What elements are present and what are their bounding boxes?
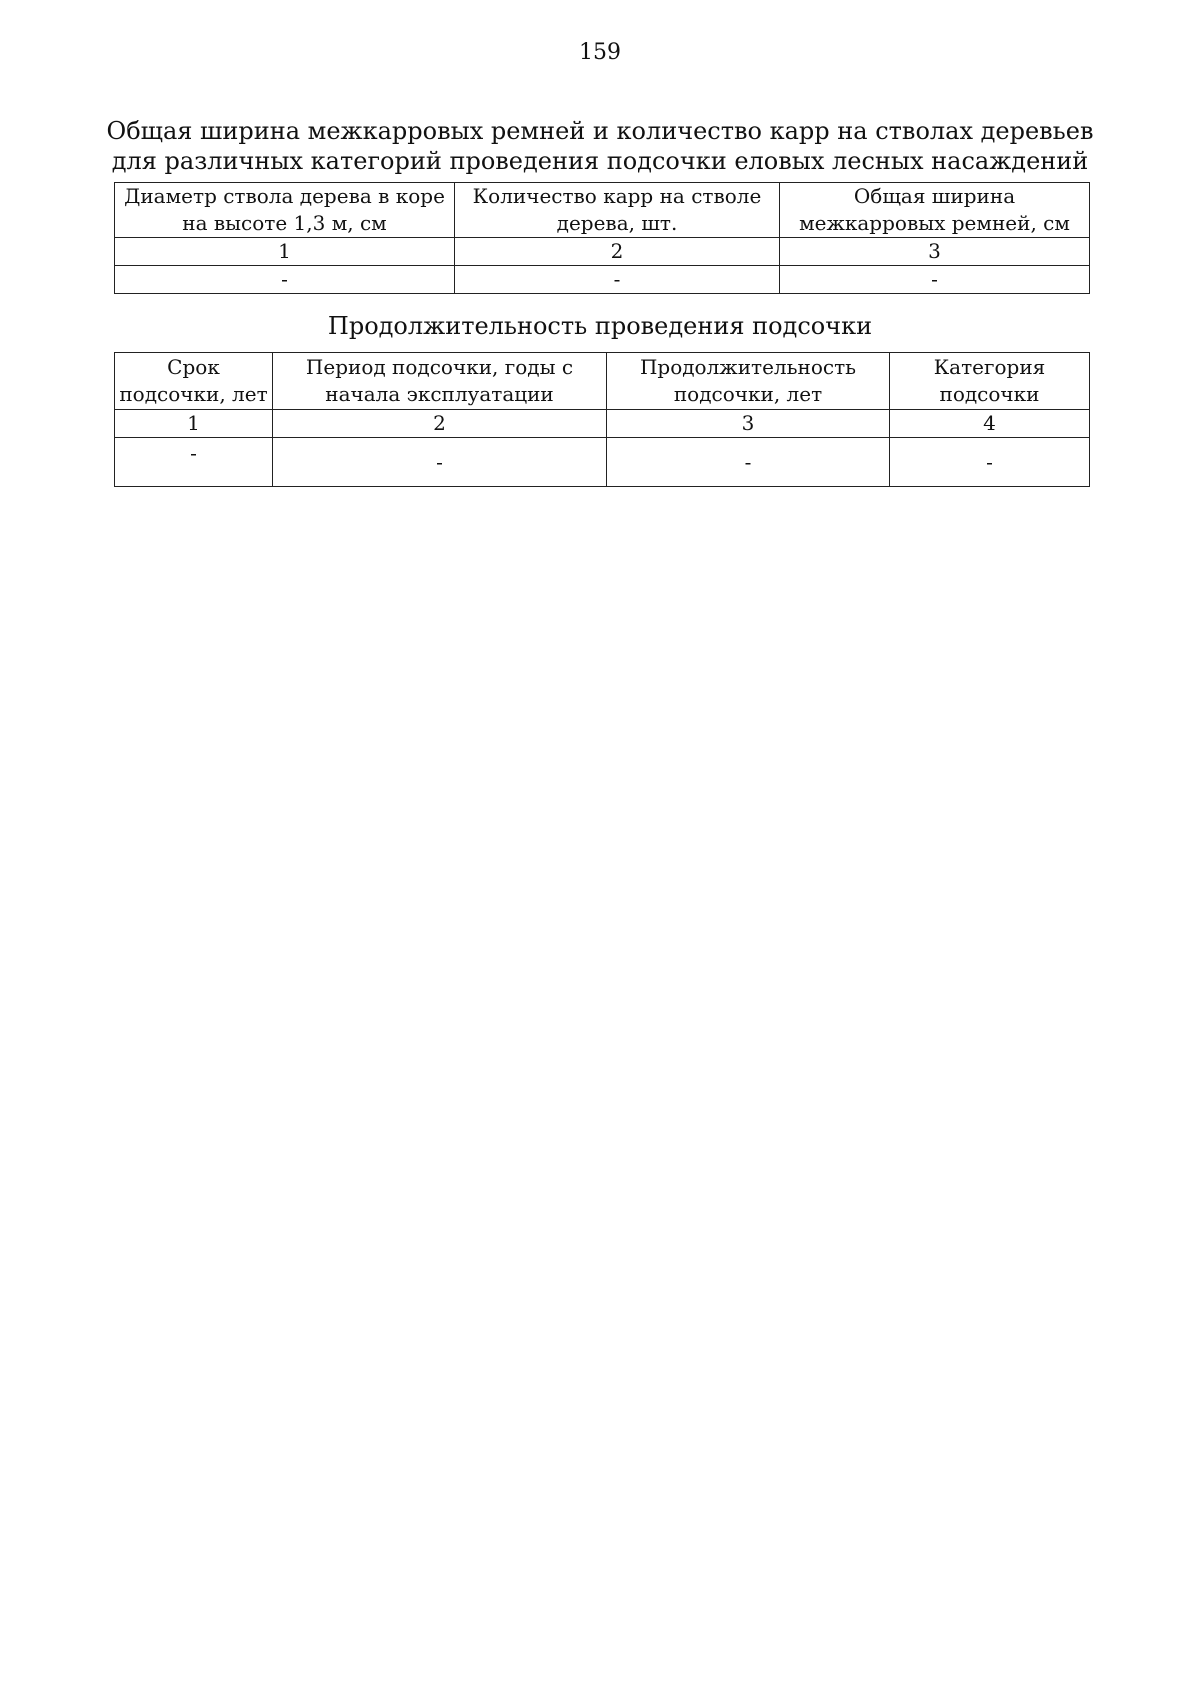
table-cell: - <box>607 438 890 487</box>
table-header-row <box>115 353 1090 410</box>
table-cell: - <box>780 266 1090 294</box>
table-header-row <box>115 183 1090 238</box>
table-cell: - <box>273 438 607 487</box>
table1-title-line2: для различных категорий проведения подсочки еловых лесных насаждений <box>111 147 1089 175</box>
column-number-cell: 3 <box>780 238 1090 266</box>
column-number-cell: 1 <box>115 410 273 438</box>
column-number-cell: 2 <box>455 238 780 266</box>
header-cell-term: Срок подсочки, лет <box>115 353 273 410</box>
column-number-cell: 3 <box>607 410 890 438</box>
table1-title <box>100 116 1100 176</box>
table2-title: Продолжительность проведения подсочки <box>327 312 873 340</box>
header-cell-category: Категория подсочки <box>890 353 1090 410</box>
column-number-cell: 1 <box>115 238 455 266</box>
table-cell: - <box>115 438 273 487</box>
table-cell: - <box>890 438 1090 487</box>
cuts-width-table <box>114 182 1090 294</box>
header-cell-diameter: Диаметр ствола дерева в коре на высоте 1,3 м, см <box>115 183 455 238</box>
column-number-row <box>115 410 1090 438</box>
page-number: 159 <box>579 40 621 65</box>
header-cell-cuts-count: Количество карр на стволе дерева, шт. <box>455 183 780 238</box>
table-cell: - <box>115 266 455 294</box>
header-cell-period: Период подсочки, годы с начала эксплуатации <box>273 353 607 410</box>
column-number-cell: 4 <box>890 410 1090 438</box>
header-cell-duration: Продолжительность подсочки, лет <box>607 353 890 410</box>
table1-title-line1: Общая ширина межкарровых ремней и количество карр на стволах деревьев <box>106 117 1094 145</box>
column-number-cell: 2 <box>273 410 607 438</box>
header-cell-total-width: Общая ширина межкарровых ремней, см <box>780 183 1090 238</box>
column-number-row <box>115 238 1090 266</box>
table-cell: - <box>455 266 780 294</box>
table-row <box>115 438 1090 487</box>
tapping-duration-table <box>114 352 1090 487</box>
table-row <box>115 266 1090 294</box>
